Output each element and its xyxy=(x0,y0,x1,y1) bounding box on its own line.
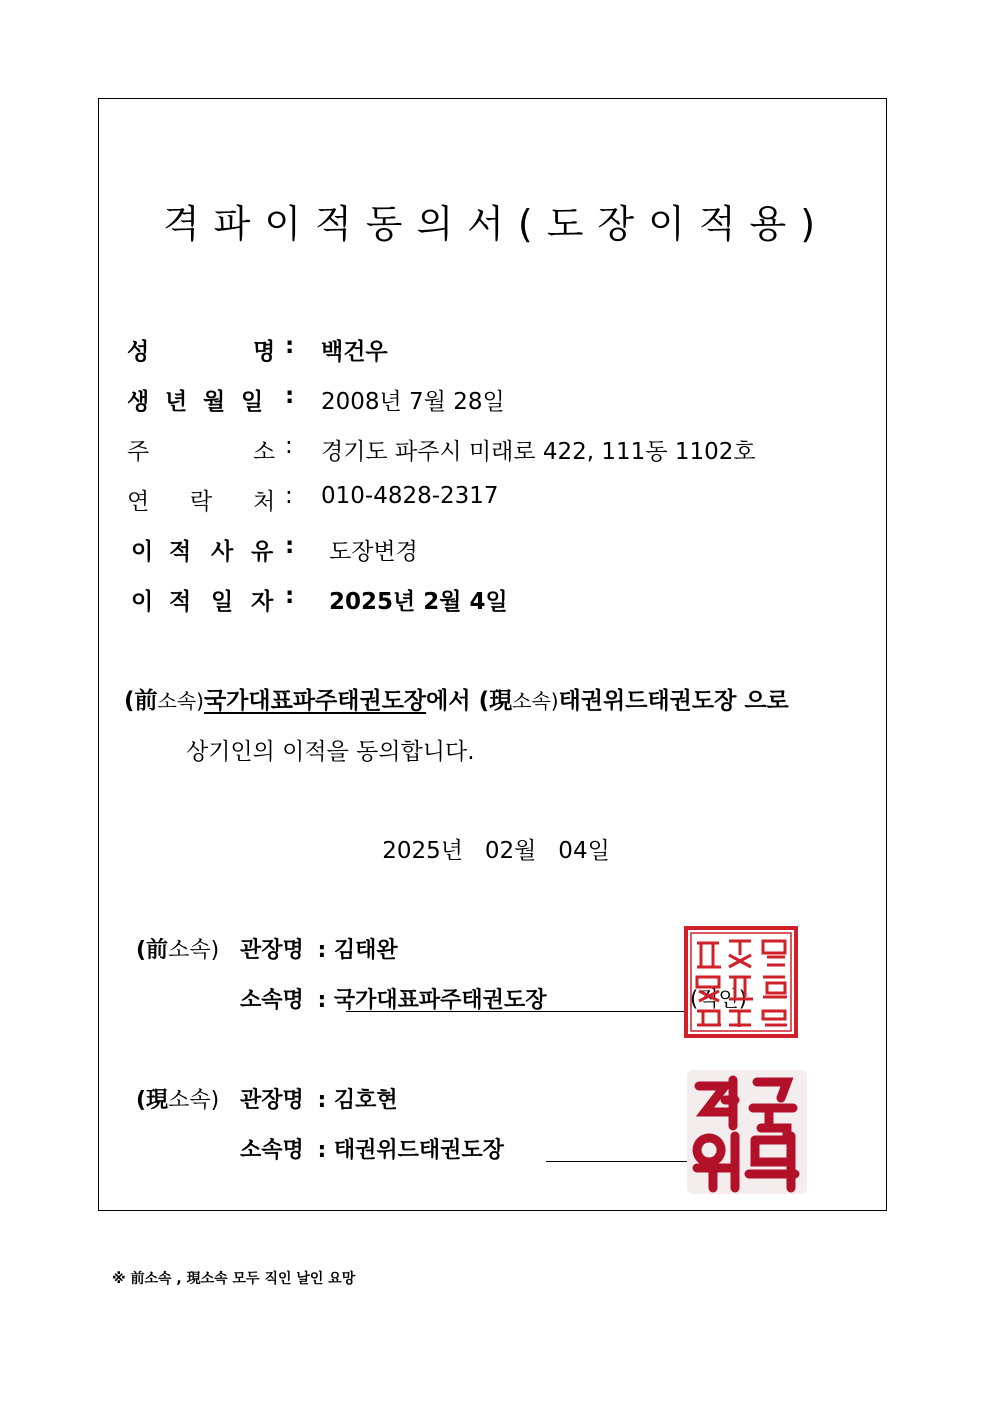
prev-master-name: 김태완 xyxy=(333,938,398,963)
curr-dojang-seal xyxy=(683,1066,811,1198)
curr-signature-line xyxy=(546,1161,687,1162)
field-reason-value: 도장변경 xyxy=(329,539,418,565)
curr-dojang-name: 태권위드태권도장 xyxy=(558,688,737,714)
seal-mark-text: (직인) xyxy=(690,987,747,1011)
prev-master-row: 관장명 : 김태완 xyxy=(240,938,398,963)
document-title: 격파이적동의서(도장이적용) xyxy=(162,202,830,246)
sign-date: 2025년 02월 04일 xyxy=(382,838,610,864)
curr-dojang-row: 소속명 : 태권위드태권도장 xyxy=(240,1138,504,1163)
field-address-value: 경기도 파주시 미래로 422, 111동 1102호 xyxy=(321,439,756,465)
prev-dojang-seal xyxy=(683,925,799,1039)
curr-affiliation-tag: (現소속) xyxy=(136,1088,220,1113)
field-transfer-date-value: 2025년 2월 4일 xyxy=(329,589,508,615)
transfer-statement: (前소속)국가대표파주태권도장에서 (現소속)태권위드태권도장 으로 xyxy=(124,688,789,714)
curr-master-row: 관장명 : 김호현 xyxy=(240,1088,398,1113)
prev-dojang-row: 소속명 : 국가대표파주태권도장 xyxy=(240,988,547,1013)
agreement-line: 상기인의 이적을 동의합니다. xyxy=(186,739,475,765)
prev-dojang-sign-name: 국가대표파주태권도장 xyxy=(333,988,547,1013)
curr-master-name: 김호현 xyxy=(333,1088,398,1113)
field-birth-value: 2008년 7월 28일 xyxy=(321,389,505,415)
footnote: ※ 前소속 , 現소속 모두 직인 날인 요망 xyxy=(112,1271,356,1287)
field-name-value: 백건우 xyxy=(321,339,388,365)
prev-dojang-name: 국가대표파주태권도장 xyxy=(203,688,427,714)
field-contact-value: 010-4828-2317 xyxy=(321,483,499,509)
prev-signature-line xyxy=(346,1011,687,1012)
curr-dojang-sign-name: 태권위드태권도장 xyxy=(333,1138,504,1163)
prev-affiliation-tag: (前소속) xyxy=(136,938,220,963)
document-frame xyxy=(98,98,887,1211)
